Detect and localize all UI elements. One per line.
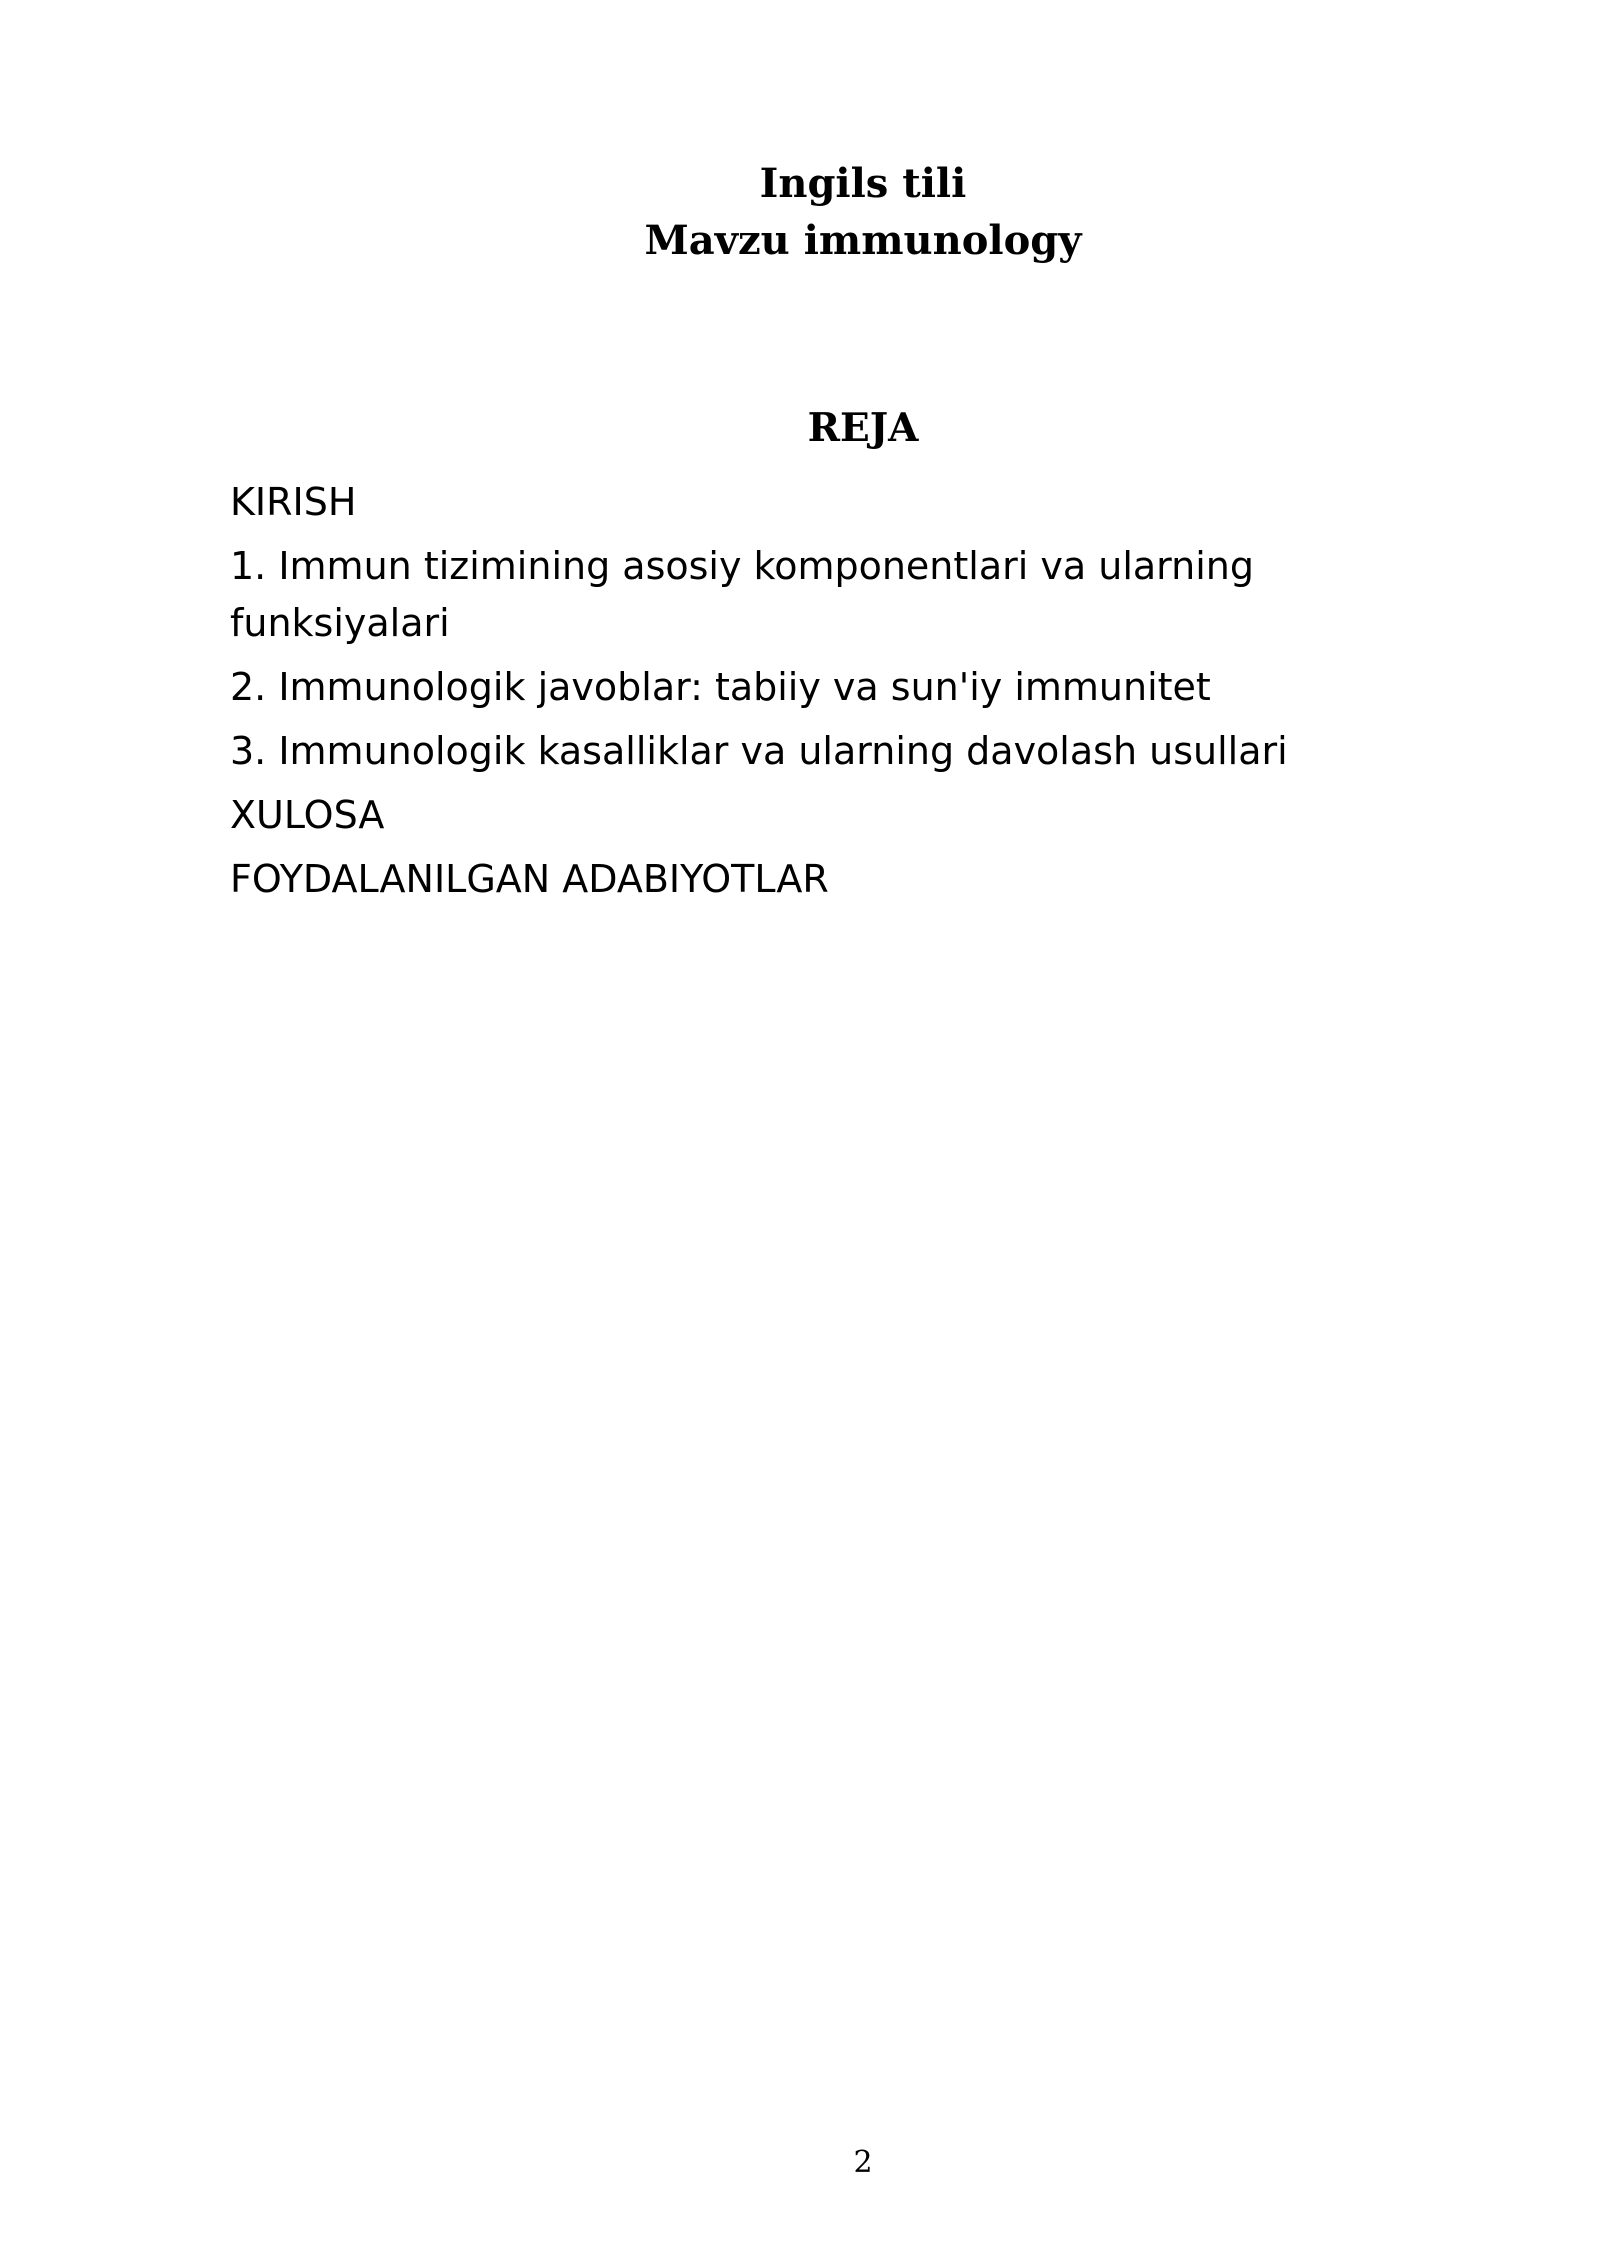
plan-list	[230, 474, 1370, 915]
plan-item-references: FOYDALANILGAN ADABIYOTLAR	[230, 857, 829, 901]
plan-item-1: 1. Immun tizimining asosiy komponentlari va ularning funksiyalari	[230, 544, 1254, 645]
subject-title: Ingils tili	[759, 160, 967, 207]
page-number: 2	[853, 2145, 873, 2180]
plan-heading: REJA	[807, 405, 919, 451]
plan-item-intro: KIRISH	[230, 480, 357, 524]
plan-item-3: 3. Immunologik kasalliklar va ularning davolash usullari	[230, 729, 1288, 773]
topic-title: Mavzu immunology	[644, 217, 1082, 264]
plan-item-conclusion: XULOSA	[230, 793, 385, 837]
title-block	[230, 155, 1496, 269]
plan-item-2: 2. Immunologik javoblar: tabiiy va sun'iy immunitet	[230, 665, 1211, 709]
